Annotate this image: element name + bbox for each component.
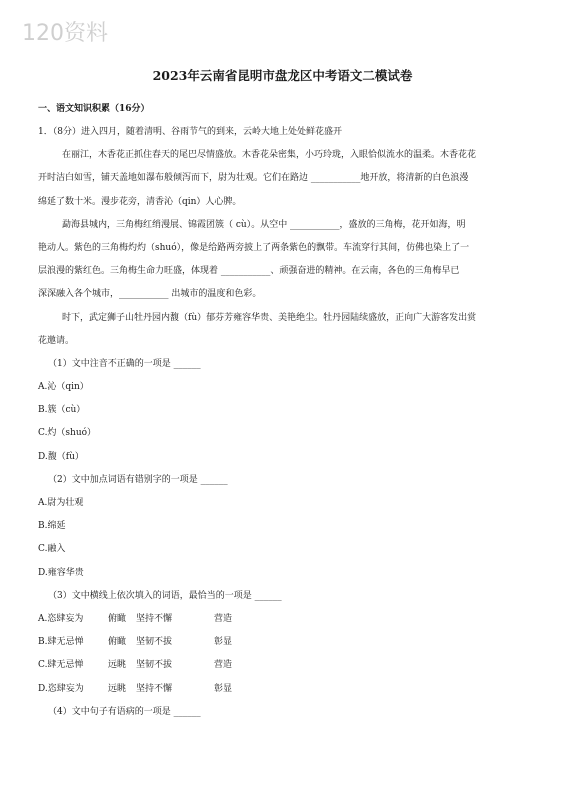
passage-line: 花邀请。 bbox=[38, 335, 75, 346]
subquestion-1 bbox=[38, 353, 532, 469]
subquestion-4 bbox=[38, 701, 532, 724]
option-term: 俯瞰 bbox=[108, 613, 127, 624]
option-c[interactable] bbox=[38, 654, 532, 677]
passage-line: 时下，武定狮子山牡丹园内馥（fù）郁芬芳雍容华贵、美艳绝尘。牡丹园陆续盛放，正向广大游客发出赏 bbox=[62, 312, 477, 323]
option-term: 俯瞰 bbox=[108, 637, 127, 648]
option-term: C.肆无忌惮 bbox=[38, 660, 84, 671]
option-term: 营造 bbox=[214, 613, 233, 624]
passage-line: 开时洁白如雪，铺天盖地如瀑布般倾泻而下，尉为壮观。它们在路边 ___________地开放，将清新的白色浪漫 bbox=[38, 173, 469, 184]
passage-line: 勐海县城内，三角梅红绡漫展、锦霞团簇（ cù）。从空中 ___________，盛放的三角梅，花开如海，明 bbox=[62, 219, 466, 230]
option-d[interactable]: D.馥（fù） bbox=[38, 451, 84, 462]
passage-line: 在丽江，木香花正抓住春天的尾巴尽情盛放。木香花朵密集，小巧玲珑，入眼恰似流水的温柔。木香花花 bbox=[62, 150, 477, 161]
option-c[interactable]: C.灼（shuó） bbox=[38, 428, 97, 439]
option-b[interactable]: B.簇（cù） bbox=[38, 405, 86, 416]
option-c[interactable]: C.融入 bbox=[38, 544, 66, 555]
passage-line: 层浪漫的紫红色。三角梅生命力旺盛，体现着 ___________、顽强奋进的精神。在云南，各色的三角梅早已 bbox=[38, 266, 460, 277]
option-term: 坚持不懈 bbox=[136, 683, 173, 694]
option-a[interactable] bbox=[38, 608, 532, 631]
watermark-logo: 120资料 bbox=[22, 21, 108, 46]
question-stem: 1．（8分）进入四月，随着清明、谷雨节气的到来，云岭大地上处处鲜花盛开 bbox=[38, 127, 342, 137]
option-b[interactable] bbox=[38, 631, 532, 654]
option-d[interactable]: D.雍容华贵 bbox=[38, 567, 84, 578]
option-term: 坚韧不拔 bbox=[136, 660, 173, 671]
passage-paragraph-3 bbox=[38, 307, 532, 353]
option-a[interactable]: A.尉为壮观 bbox=[38, 498, 84, 508]
option-a[interactable]: A.沁（qin） bbox=[38, 382, 89, 393]
subquestion-stem: （2）文中加点词语有错别字的一项是 ______ bbox=[48, 474, 228, 485]
passage-paragraph-1 bbox=[38, 144, 532, 214]
option-term: 营造 bbox=[214, 660, 233, 671]
option-term: 彰显 bbox=[214, 637, 233, 648]
page-title: 2023年云南省昆明市盘龙区中考语文二模试卷 bbox=[152, 68, 413, 83]
question-content bbox=[38, 121, 532, 724]
option-term: A.恣肆妄为 bbox=[38, 613, 84, 624]
subquestion-stem: （3）文中横线上依次填入的词语，最恰当的一项是 ______ bbox=[48, 590, 282, 601]
passage-paragraph-2 bbox=[38, 214, 532, 307]
option-term: 彰显 bbox=[214, 683, 233, 694]
option-term: 坚持不懈 bbox=[136, 613, 173, 624]
option-term: D.恣肆妄为 bbox=[38, 683, 84, 694]
passage-line: 深深融入各个城市，___________ 出城市的温度和色彩。 bbox=[38, 289, 262, 300]
option-b[interactable]: B.绵延 bbox=[38, 521, 66, 532]
passage-line: 绵延了数十米。漫步花旁，清香沁（qin）人心脾。 bbox=[38, 196, 242, 207]
subquestion-stem: （4）文中句子有语病的一项是 ______ bbox=[48, 706, 201, 717]
option-d[interactable] bbox=[38, 678, 532, 701]
option-term: 远眺 bbox=[108, 660, 127, 671]
option-term: 远眺 bbox=[108, 683, 127, 694]
option-term: B.肆无忌惮 bbox=[38, 637, 84, 648]
passage-line: 艳动人。紫色的三角梅灼灼（shuó），像是给路两旁披上了两条紫色的飘带。车流穿行其间，仿佛也染上了一 bbox=[38, 242, 470, 253]
subquestion-2 bbox=[38, 469, 532, 585]
subquestion-3 bbox=[38, 585, 532, 701]
section-heading: 一、语文知识积累（16分） bbox=[38, 104, 150, 114]
option-term: 坚韧不拔 bbox=[136, 637, 173, 648]
subquestion-stem: （1）文中注音不正确的一项是 ______ bbox=[48, 358, 201, 369]
